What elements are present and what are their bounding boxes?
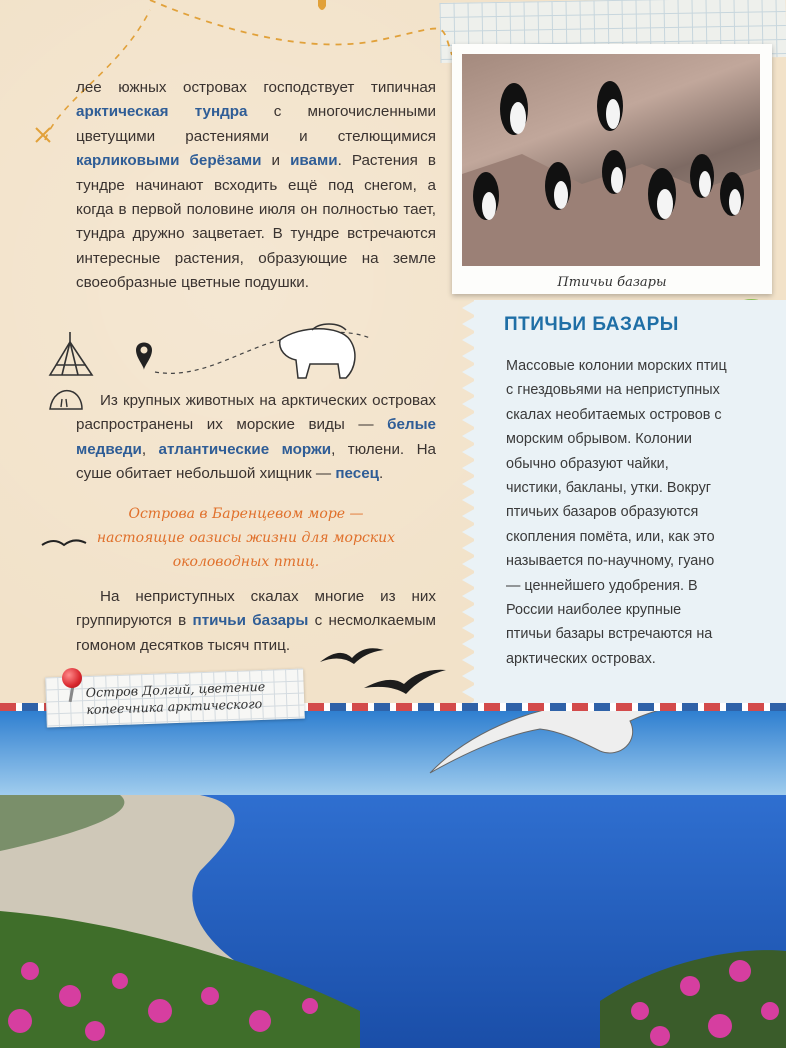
caption-note xyxy=(45,669,305,728)
note-line: копеечника арктического xyxy=(86,695,263,718)
sidebar-title: ПТИЧЬИ БАЗАРЫ xyxy=(504,314,679,335)
info-sidebar xyxy=(474,300,786,712)
map-pin-icon xyxy=(136,343,152,371)
quote-line: Острова в Баренцевом море — xyxy=(128,506,364,522)
text-run: , тюлени. На суше обитает небольшой хищник — xyxy=(76,440,436,483)
paragraph-animals xyxy=(76,389,436,487)
keyword-bird-markets: птичьи базары xyxy=(192,612,309,630)
note-line: Остров Долгий, цветение xyxy=(85,678,266,701)
sidebar-text: Массовые колонии морских птиц с гнездовьями на неприступных скалах необитаемых островов с морским обрывом. Колонии обычно образуют чайки, чистики, бакланы, утки. Вокруг птичьих базаров образуются скопления помёта, или, как это называется по-научному, гуано — ценнейшего удобрения. В России наиболее крупные птичьи базары встречаются на арктических островах. xyxy=(506,358,727,667)
text-run: лее южных островах господствует типичная xyxy=(76,79,436,96)
text-run: . Растения в тундре начинают всходить ещё под снегом, а когда в первой половине июля он полностью тает, тундра дружно зацветает. В тундре встречаются интересные растения, образующие на земле своеобразные цветные подушки. xyxy=(76,152,436,292)
doodle-row xyxy=(40,320,370,390)
keyword-polar-bears: белые медведи xyxy=(76,416,436,458)
keyword-walrus: атлантические моржи xyxy=(158,440,332,458)
photo-bird-colony-card xyxy=(452,44,772,294)
flying-birds xyxy=(310,640,460,710)
text-run: Из крупных животных на арктических островах распространены их морские виды — xyxy=(76,392,436,434)
quote-line: околоводных птиц. xyxy=(172,554,320,570)
landscape-illustration xyxy=(0,711,786,1048)
photo-caption: Птичьи базары xyxy=(557,275,667,290)
tent-icon xyxy=(50,332,92,375)
text-run: и xyxy=(261,152,291,170)
quote-line: настоящие оазисы жизни для морских xyxy=(96,530,396,546)
bird-icon xyxy=(320,648,384,664)
text-run: , xyxy=(141,440,159,458)
bird-icon xyxy=(364,670,446,694)
island-landscape-photo xyxy=(0,711,786,1048)
keyword-arctic-tundra: арктическая тундра xyxy=(76,103,248,121)
pull-quote xyxy=(86,502,406,574)
note-text xyxy=(85,677,300,718)
text-run: с несмолкаемым гомоном десятков тысяч птиц. xyxy=(76,612,436,654)
bird-colony-photo xyxy=(462,54,760,266)
paragraph-tundra xyxy=(76,76,436,296)
top-pin-icon xyxy=(318,0,326,10)
text-run: . xyxy=(378,465,384,483)
bird-icon xyxy=(40,535,90,553)
text-run: На неприступных скалах многие из них группируются в xyxy=(76,588,436,630)
keyword-willow: ивами xyxy=(290,152,338,170)
guillemots-illustration xyxy=(462,54,760,266)
push-pin-icon xyxy=(62,668,82,688)
keyword-arctic-fox: песец xyxy=(335,465,379,483)
keyword-dwarf-birch: карликовыми берёзами xyxy=(76,152,262,170)
text-run: с многочисленными цветущими растениями и стелющимися xyxy=(76,103,436,145)
